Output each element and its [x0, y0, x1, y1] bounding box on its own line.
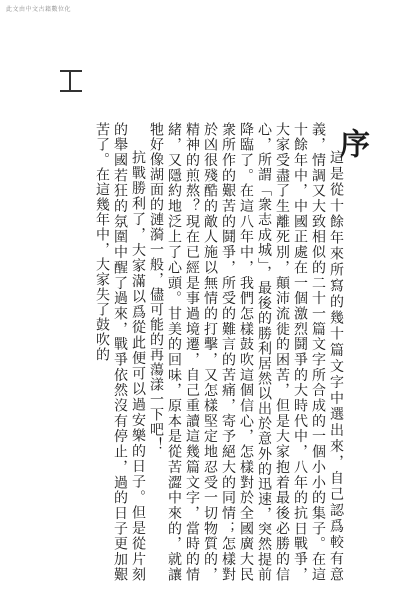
watermark-text: 此文由中文古籍數位化 — [6, 6, 72, 13]
page-corner-glyph — [60, 70, 82, 92]
page-title: 序 — [334, 128, 369, 158]
paragraph: 這是從十餘年來所寫的幾十篇文字中選出來，自己認爲較有意義，情調又大致相似的二十一篇文字所合成的一個小小的集子。在這十餘年中，中國正處在一個激烈鬪爭的大時代中，八年的抗日戰爭，大家受盡了生離死別，顛沛流徙的困苦，但是大家抱着最後必勝的信心，所謂「衆志成城」，最後的勝利居然以出於意外的迅速，突然提前降臨了。在這八年中，我們怎樣鼓吹這個信心，怎樣對於全國廣大民衆所作的艱苦的鬪爭，所受的難言的苦痛，寄予絕大的同情；怎樣對於凶很殘酷的敵人施以無情的打擊，又怎樣堅定地忍受一切物質的，精神的煎熬？現在已經是事過境遷，自己重讀這幾篇文字，當時的情緒，又隱約地泛上了心頭。甘美的回味，原本是從苦澀中來的，就讓牠好像湖面的漣漪一般，儘可能的再蕩漾一下吧！ — [148, 122, 344, 582]
paragraph: 抗戰勝利了，大家滿以爲從此便可以過安樂的日子。但是從片刻的舉國若狂的氛圍中醒了過來，戰爭依然沒有停止，過的日子更加艱苦了。在這幾年中，大家失了鼓吹的 — [94, 122, 146, 582]
preface-body — [45, 122, 345, 582]
